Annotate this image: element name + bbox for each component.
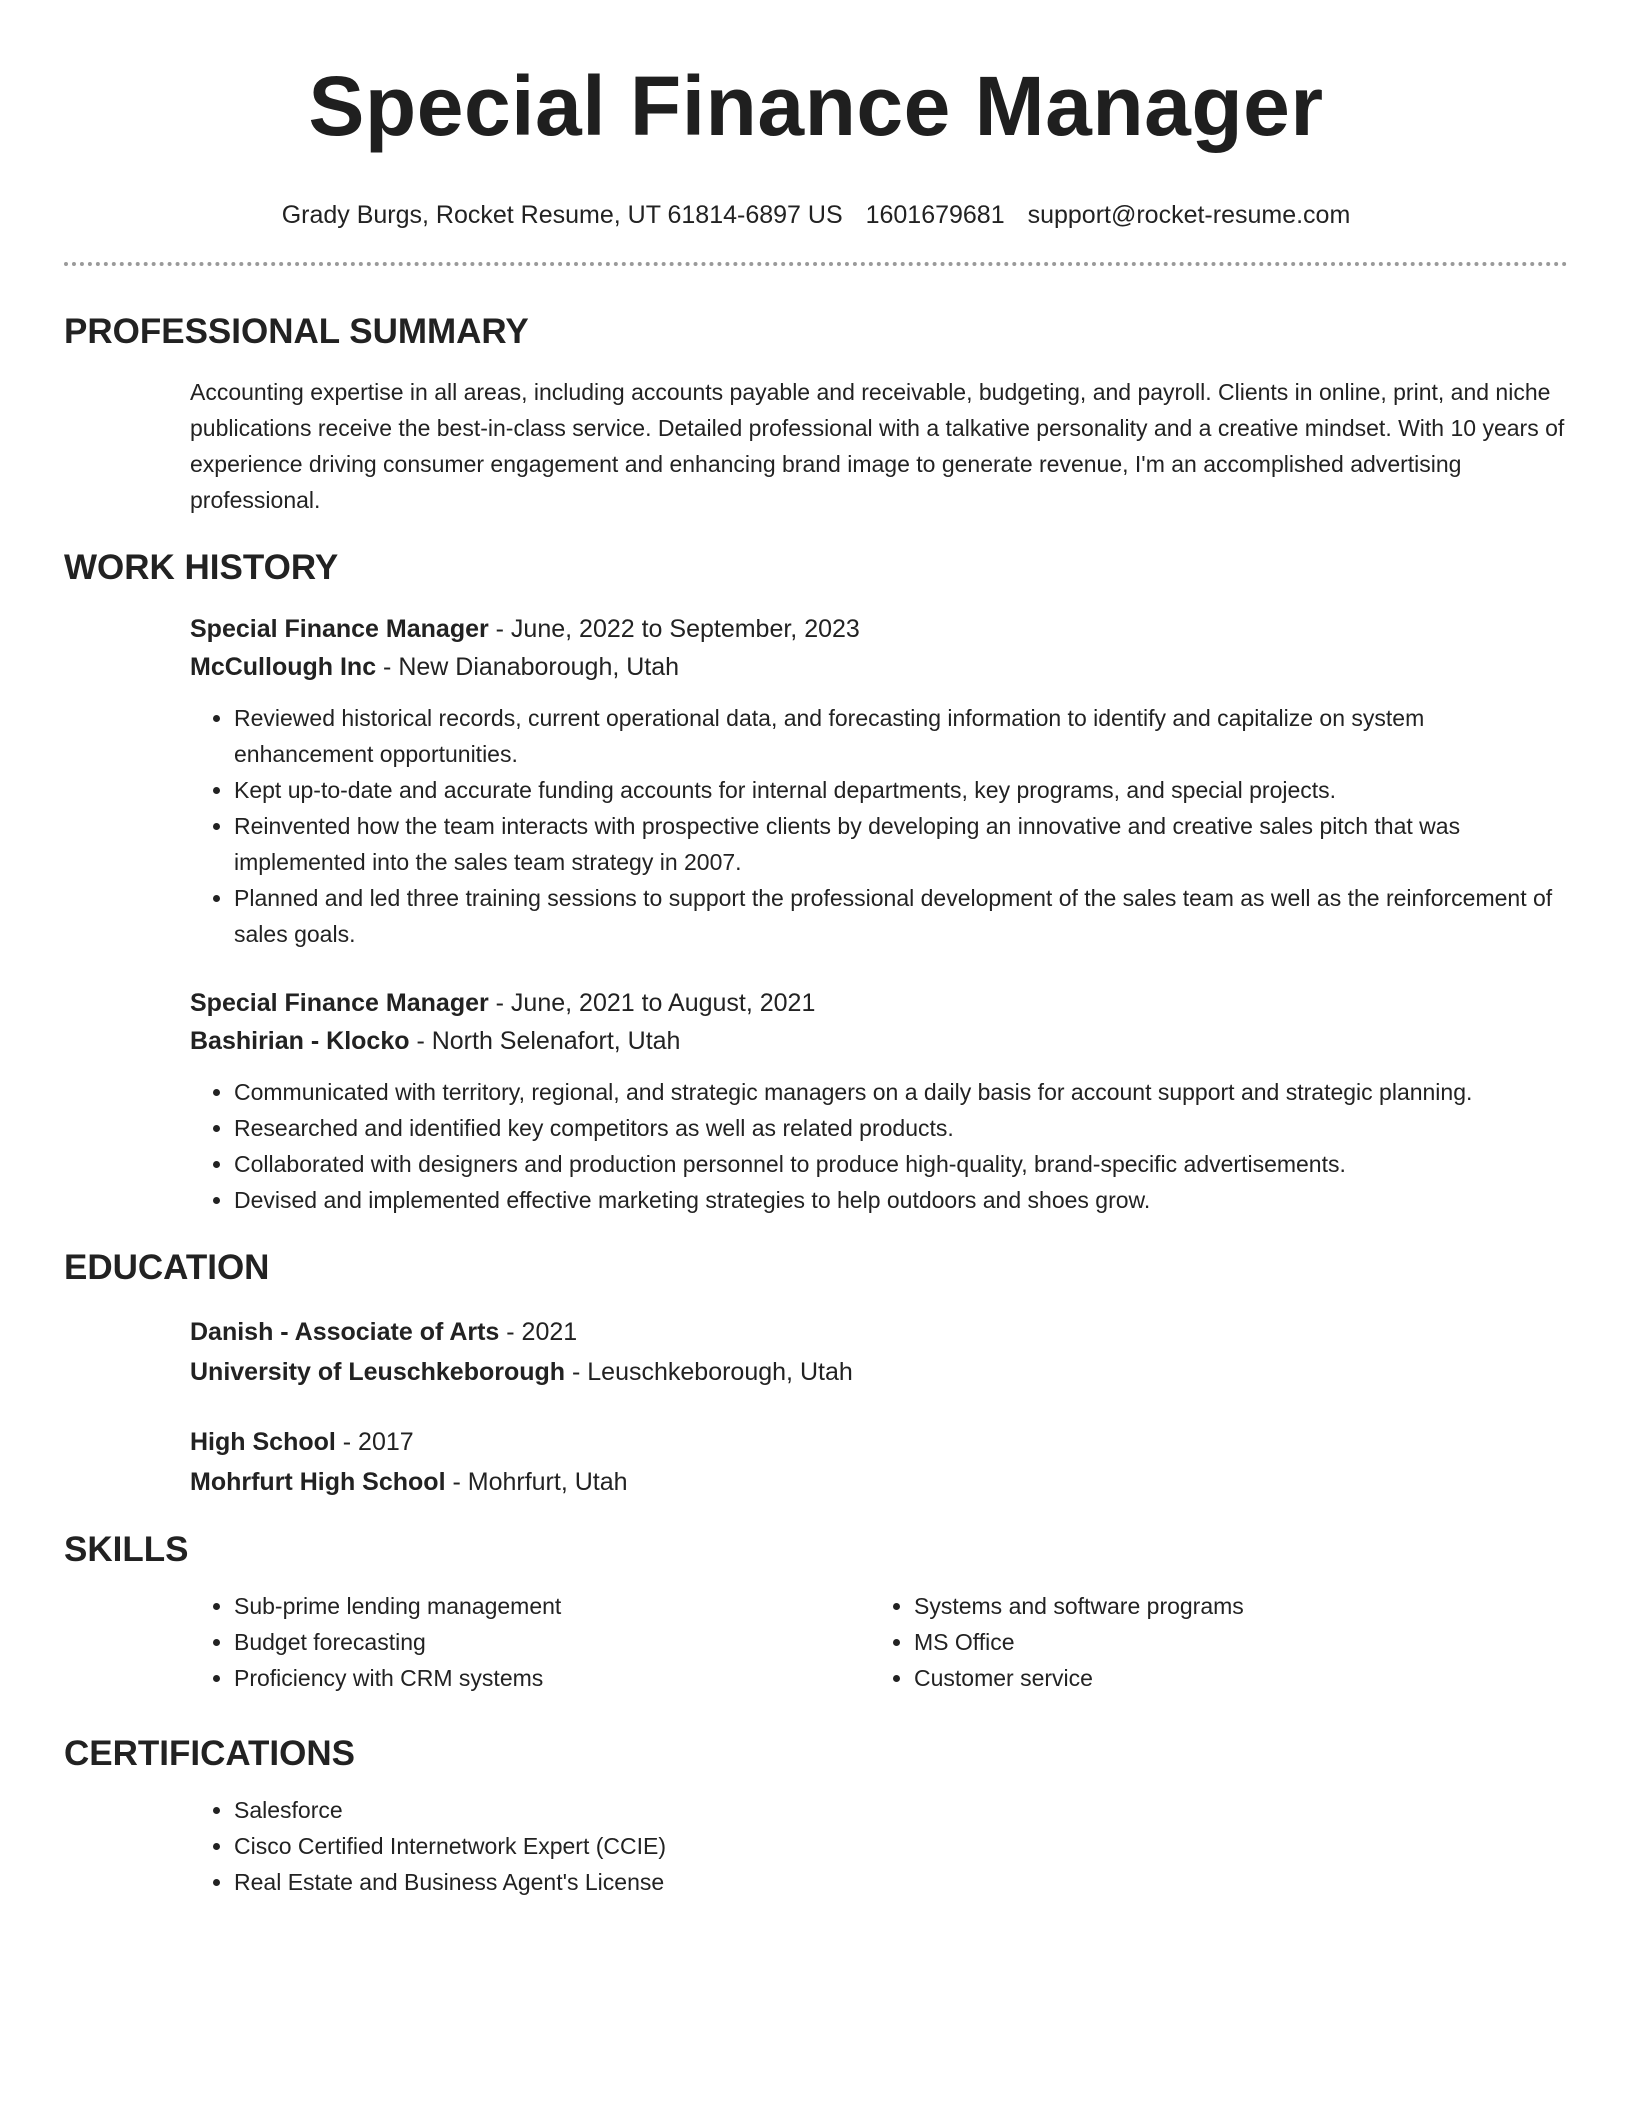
skill-item: • Proficiency with CRM systems bbox=[234, 1660, 870, 1696]
education-year: - 2021 bbox=[499, 1318, 578, 1346]
resume-header bbox=[64, 0, 1568, 232]
section-title-skills: SKILLS bbox=[64, 1530, 189, 1569]
section-title-certifications: CERTIFICATIONS bbox=[64, 1734, 356, 1773]
job-location: - North Selenafort, Utah bbox=[409, 1027, 681, 1055]
education-location: - Leuschkeborough, Utah bbox=[565, 1358, 853, 1386]
job-company-line bbox=[190, 1022, 1568, 1060]
education-degree: High School bbox=[190, 1428, 336, 1456]
education-degree-line bbox=[190, 1312, 1568, 1352]
education-degree-line bbox=[190, 1422, 1568, 1462]
job-dates: - June, 2022 to September, 2023 bbox=[488, 615, 860, 643]
job-bullet: • Devised and implemented effective marketing strategies to help outdoors and shoes grow. bbox=[234, 1182, 1568, 1218]
skill-item: • Budget forecasting bbox=[234, 1624, 870, 1660]
skills-section bbox=[64, 1528, 1568, 1696]
skills-columns bbox=[190, 1588, 1568, 1696]
education-entry bbox=[190, 1312, 1568, 1392]
certifications-list bbox=[190, 1792, 1568, 1900]
job-bullets bbox=[190, 700, 1568, 952]
education-school: Mohrfurt High School bbox=[190, 1468, 446, 1496]
job-bullet: • Reviewed historical records, current operational data, and forecasting information to identify and capitalize on system enhancement opportunities. bbox=[234, 700, 1568, 772]
job-location: - New Dianaborough, Utah bbox=[376, 653, 680, 681]
job-role-line bbox=[190, 984, 1568, 1022]
job-role: Special Finance Manager bbox=[190, 989, 489, 1017]
education-degree: Danish - Associate of Arts bbox=[190, 1318, 500, 1346]
education-school-line bbox=[190, 1352, 1568, 1392]
job-bullet: • Researched and identified key competitors as well as related products. bbox=[234, 1110, 1568, 1146]
section-title-education: EDUCATION bbox=[64, 1248, 270, 1287]
job-company-line bbox=[190, 648, 1568, 686]
summary-text: Accounting expertise in all areas, including accounts payable and receivable, budgeting, and payroll. Clients in online, print, and niche publications receive the best-in-class service. Detailed professional with a talkative personality and a creative mindset. With 10 years of experience driving consumer engagement and enhancing brand image to generate revenue, I'm an accomplished advertising professional. bbox=[190, 379, 1565, 513]
certifications-list-wrap bbox=[190, 1792, 1568, 1900]
job-company: McCullough Inc bbox=[190, 653, 377, 681]
job-role: Special Finance Manager bbox=[190, 615, 489, 643]
job-dates: - June, 2021 to August, 2021 bbox=[488, 989, 816, 1017]
education-year: - 2017 bbox=[335, 1428, 414, 1456]
job-company: Bashirian - Klocko bbox=[190, 1027, 410, 1055]
skills-list-right bbox=[870, 1588, 1550, 1696]
contact-phone: 1601679681 bbox=[865, 201, 1005, 229]
education-school-line bbox=[190, 1462, 1568, 1502]
skill-item: • MS Office bbox=[914, 1624, 1550, 1660]
job-entry bbox=[190, 610, 1568, 952]
skill-item: • Systems and software programs bbox=[914, 1588, 1550, 1624]
job-bullet: • Reinvented how the team interacts with prospective clients by developing an innovative and creative sales pitch that was implemented into the sales team strategy in 2007. bbox=[234, 808, 1568, 880]
contact-line bbox=[64, 198, 1568, 232]
job-bullet: • Collaborated with designers and production personnel to produce high-quality, brand-specific advertisements. bbox=[234, 1146, 1568, 1182]
contact-email: support@rocket-resume.com bbox=[1027, 201, 1351, 229]
certification-item: • Salesforce bbox=[234, 1792, 1568, 1828]
section-title-work-history: WORK HISTORY bbox=[64, 548, 339, 587]
job-role-line bbox=[190, 610, 1568, 648]
certification-item: • Cisco Certified Internetwork Expert (CCIE) bbox=[234, 1828, 1568, 1864]
education-location: - Mohrfurt, Utah bbox=[445, 1468, 628, 1496]
education-section bbox=[64, 1246, 1568, 1502]
skills-list-left bbox=[190, 1588, 870, 1696]
job-bullets bbox=[190, 1074, 1568, 1218]
section-title-summary: PROFESSIONAL SUMMARY bbox=[64, 312, 529, 351]
summary-section bbox=[64, 310, 1568, 518]
certifications-section bbox=[64, 1732, 1568, 1900]
resume-title: Special Finance Manager bbox=[308, 59, 1324, 153]
job-entry bbox=[190, 984, 1568, 1218]
job-bullet: • Kept up-to-date and accurate funding accounts for internal departments, key programs, and special projects. bbox=[234, 772, 1568, 808]
skill-item: • Sub-prime lending management bbox=[234, 1588, 870, 1624]
skill-item: • Customer service bbox=[914, 1660, 1550, 1696]
work-history-section bbox=[64, 546, 1568, 1218]
header-divider bbox=[64, 262, 1568, 266]
contact-address: Grady Burgs, Rocket Resume, UT 61814-6897 US bbox=[281, 201, 843, 229]
education-school: University of Leuschkeborough bbox=[190, 1358, 566, 1386]
certification-item: • Real Estate and Business Agent's License bbox=[234, 1864, 1568, 1900]
job-bullet: • Communicated with territory, regional, and strategic managers on a daily basis for account support and strategic planning. bbox=[234, 1074, 1568, 1110]
job-bullet: • Planned and led three training sessions to support the professional development of the sales team as well as the reinforcement of sales goals. bbox=[234, 880, 1568, 952]
education-entry bbox=[190, 1422, 1568, 1502]
